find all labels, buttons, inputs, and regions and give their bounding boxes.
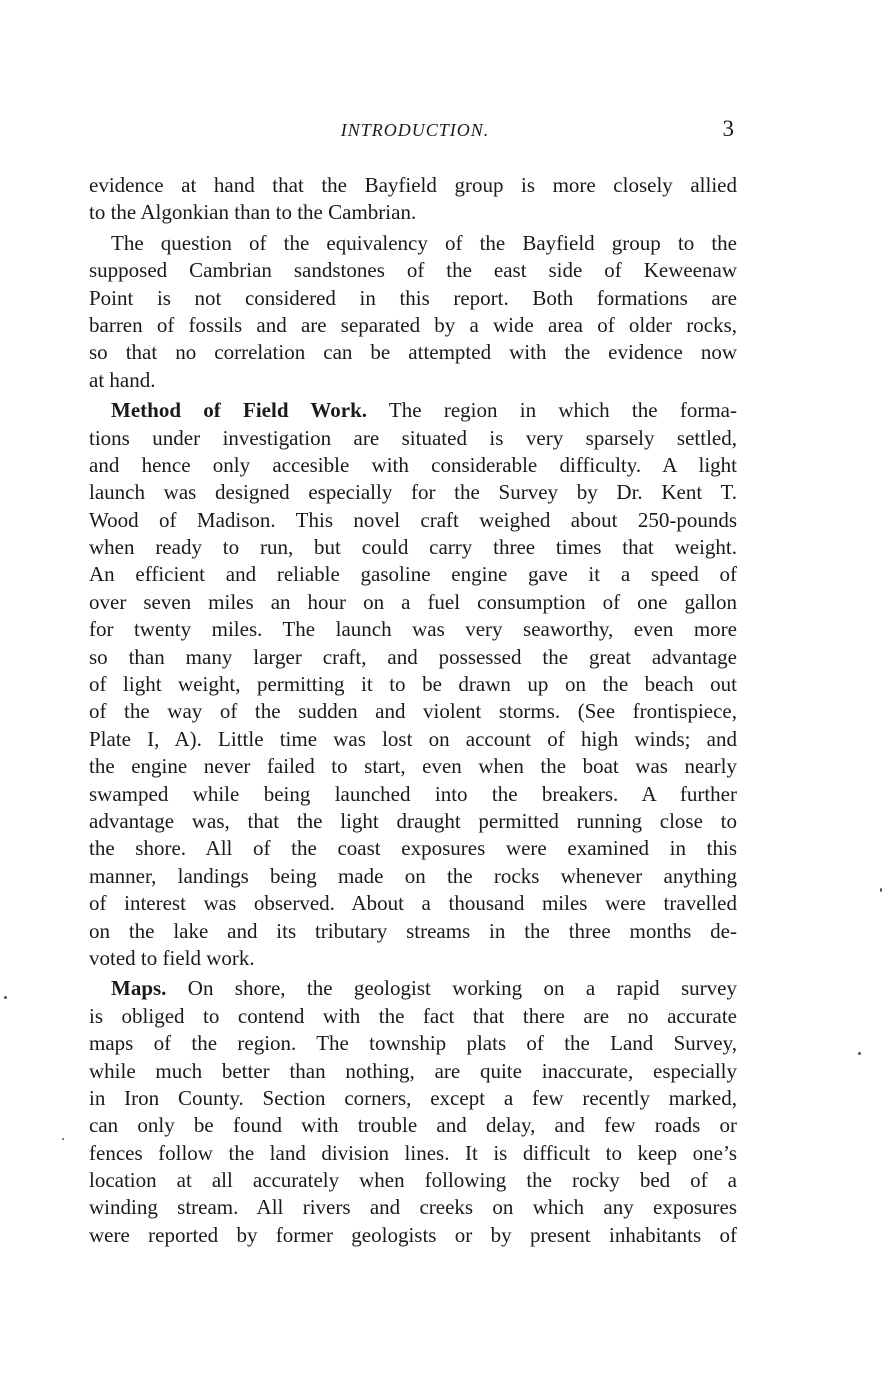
text-line: manner, landings being made on the rocks whenever anything xyxy=(89,863,737,888)
text-line: at hand. xyxy=(89,367,156,392)
paragraph-maps xyxy=(89,975,737,1249)
text-line xyxy=(89,975,737,1002)
text-line: tions under investigation are situated is very sparsely settled, xyxy=(89,425,737,450)
text-line: evidence at hand that the Bayfield group is more closely allied xyxy=(89,173,737,197)
text-line: maps of the region. The township plats of the Land Survey, xyxy=(89,1031,737,1056)
text-line: the shore. All of the coast exposures were examined in this xyxy=(89,836,737,861)
text-line: swamped while being launched into the breakers. A further xyxy=(89,781,737,806)
text-run: The region in which the forma- xyxy=(388,398,737,423)
text-line: can only be found with trouble and delay, and few roads or xyxy=(89,1113,737,1138)
text-line xyxy=(89,397,737,424)
text-line: of the way of the sudden and violent storms. (See frontispiece, xyxy=(89,699,737,724)
page-header xyxy=(90,116,740,146)
text-line: over seven miles an hour on a fuel consumption of one gallon xyxy=(89,589,737,614)
text-line: and hence only accesible with considerable difficulty. A light xyxy=(89,452,737,477)
body-text xyxy=(89,172,737,1249)
text-line: supposed Cambrian sandstones of the east side of Keweenaw xyxy=(89,258,737,283)
text-line: An efficient and reliable gasoline engine gave it a speed of xyxy=(89,562,737,587)
paragraph-method-of-field-work xyxy=(89,397,737,972)
text-line: is obliged to contend with the fact that there are no accurate xyxy=(89,1003,737,1028)
text-line: to the Algonkian than to the Cambrian. xyxy=(89,200,417,225)
text-run: On shore, the geologist working on a rapid survey xyxy=(187,976,737,1001)
text-line: Plate I, A). Little time was lost on account of high winds; and xyxy=(89,726,737,751)
section-heading: Method of Field Work. xyxy=(111,398,368,423)
text-line: Point is not considered in this report. Both formations are xyxy=(89,285,737,310)
text-line: for twenty miles. The launch was very seaworthy, even more xyxy=(89,617,737,642)
text-line: voted to field work. xyxy=(89,945,255,970)
text-line: launch was designed especially for the Survey by Dr. Kent T. xyxy=(89,480,737,505)
text-line: Wood of Madison. This novel craft weighed about 250-pounds xyxy=(89,507,737,532)
text-line: the engine never failed to start, even when the boat was nearly xyxy=(89,754,737,779)
text-line: of interest was observed. About a thousand miles were travelled xyxy=(89,891,737,916)
text-line: location at all accurately when following the rocky bed of a xyxy=(89,1168,737,1193)
text-line: on the lake and its tributary streams in the three months de- xyxy=(89,918,737,943)
text-line: so that no correlation can be attempted with the evidence now xyxy=(89,340,737,365)
text-line: so than many larger craft, and possessed the great advantage xyxy=(89,644,737,669)
text-line: of light weight, permitting it to be drawn up on the beach out xyxy=(89,672,737,697)
scan-speck xyxy=(880,888,882,892)
text-line: advantage was, that the light draught permitted running close to xyxy=(89,808,737,833)
section-heading: Maps. xyxy=(111,976,167,1001)
text-line: fences follow the land division lines. It is difficult to keep one’s xyxy=(89,1140,737,1165)
text-line: in Iron County. Section corners, except a few recently marked, xyxy=(89,1085,737,1110)
text-line: while much better than nothing, are quite inaccurate, especially xyxy=(89,1058,737,1083)
scan-speck xyxy=(4,996,7,999)
text-line: The question of the equivalency of the Bayfield group to the xyxy=(111,230,737,255)
page-number: 3 xyxy=(722,116,734,141)
text-line: barren of fossils and are separated by a wide area of older rocks, xyxy=(89,312,737,337)
text-line: when ready to run, but could carry three times that weight. xyxy=(89,535,737,560)
running-head: INTRODUCTION. xyxy=(340,120,490,140)
scan-speck xyxy=(62,1138,64,1140)
text-line: winding stream. All rivers and creeks on which any exposures xyxy=(89,1195,737,1220)
paragraph xyxy=(89,172,737,227)
text-line: were reported by former geologists or by present inhabitants of xyxy=(89,1222,737,1247)
paragraph xyxy=(89,230,737,394)
scan-speck xyxy=(858,1052,861,1055)
